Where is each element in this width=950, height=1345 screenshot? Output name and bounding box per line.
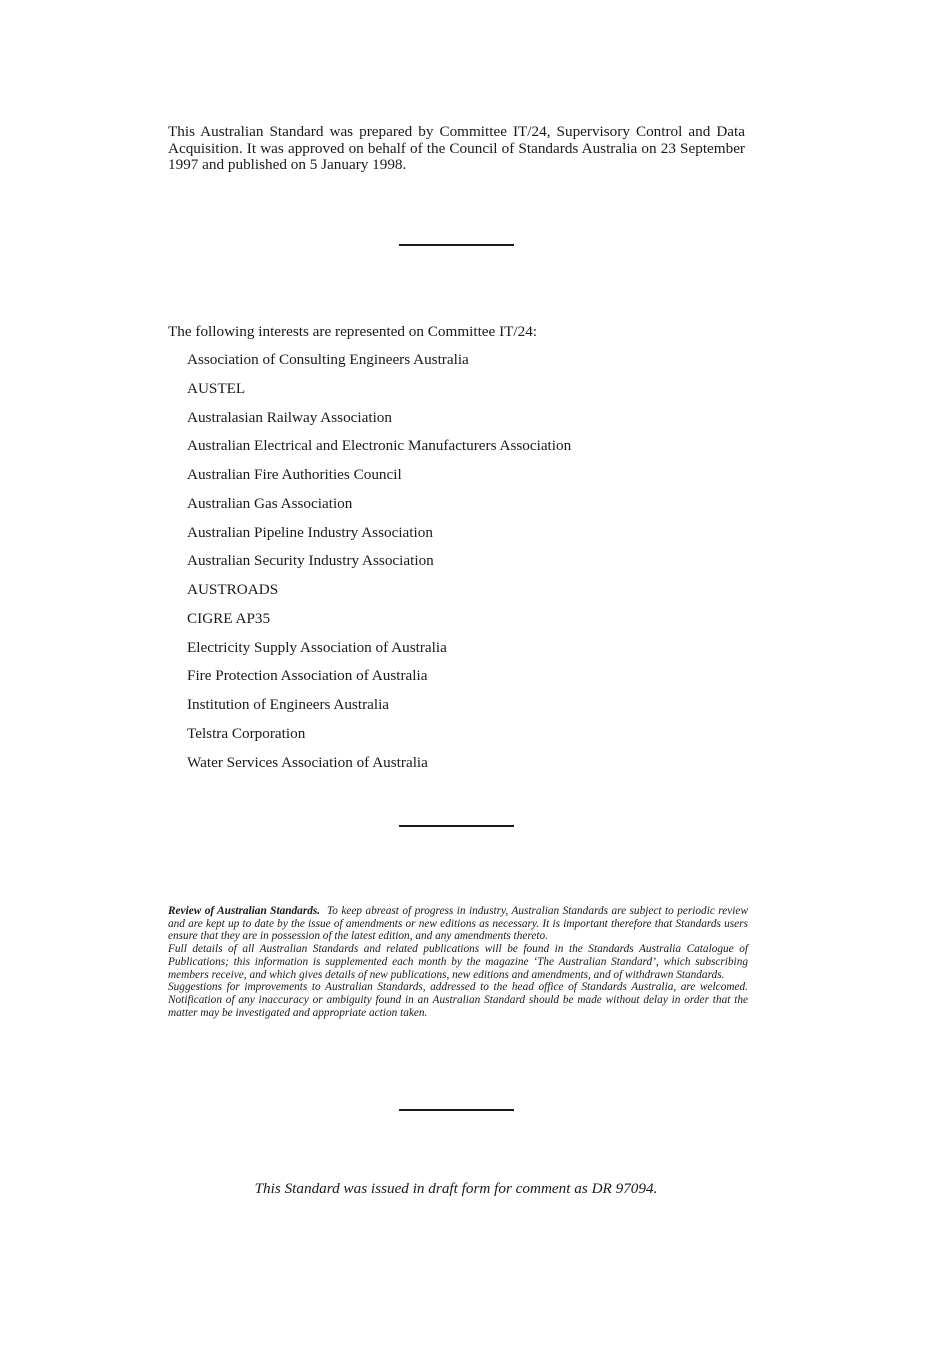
interests-list <box>187 350 571 781</box>
interest-item: Association of Consulting Engineers Australia <box>187 351 469 368</box>
interest-item: Water Services Association of Australia <box>187 753 428 771</box>
interest-item: Institution of Engineers Australia <box>187 696 390 713</box>
preparation-statement: This Australian Standard was prepared by Committee IT/24, Supervisory Control and Data Acquisition. It was approved on behalf of the Council of Standards Australia on 23 September 1997 and published on 5 January 1998. <box>168 123 745 173</box>
section-divider <box>399 1109 514 1111</box>
interest-item: AUSTROADS <box>187 581 279 598</box>
review-paragraph-2: Full details of all Australian Standards and related publications will be found in the Standards Australia Catalogue of Publications; this information is supplemented each month by the magazine ‘The Australian Standard’, which subscribing members receive, and which gives details of new publications, new editions and amendments, and of withdrawn Standards. <box>168 943 748 981</box>
interest-item: Australasian Railway Association <box>187 408 392 426</box>
review-paragraph-1 <box>168 905 748 943</box>
review-heading: Review of Australian Standards. <box>168 905 321 917</box>
interest-item: Telstra Corporation <box>187 724 306 742</box>
interest-item: Australian Gas Association <box>187 494 353 512</box>
section-divider <box>399 825 514 827</box>
interests-heading: The following interests are represented on Committee IT/24: <box>168 323 538 340</box>
interest-item: Australian Fire Authorities Council <box>187 466 402 483</box>
interest-item: Australian Security Industry Association <box>187 552 434 570</box>
review-notice <box>168 905 748 1019</box>
interest-item: AUSTEL <box>187 379 246 397</box>
review-text-1: To keep abreast of progress in industry, Australian Standards are subject to periodic review and are kept up to date by the issue of amendments or new editions as necessary. It is important therefore that Standards users ensure that they are in possession of the latest edition, and any amendments thereto. <box>168 905 748 943</box>
section-divider <box>399 244 514 246</box>
review-paragraph-3: Suggestions for improvements to Australian Standards, addressed to the head office of Standards Australia, are welcomed. Notification of any inaccuracy or ambiguity found in an Australian Standard should be made without delay in order that the matter may be investigated and appropriate action taken. <box>168 981 748 1019</box>
interest-item: Australian Electrical and Electronic Manufacturers Association <box>187 437 572 455</box>
draft-note: This Standard was issued in draft form for comment as DR 97094. <box>254 1180 658 1197</box>
interest-item: Electricity Supply Association of Australia <box>187 638 447 656</box>
interest-item: Fire Protection Association of Australia <box>187 667 428 685</box>
interest-item: Australian Pipeline Industry Association <box>187 523 433 541</box>
interest-item: CIGRE AP35 <box>187 609 271 627</box>
